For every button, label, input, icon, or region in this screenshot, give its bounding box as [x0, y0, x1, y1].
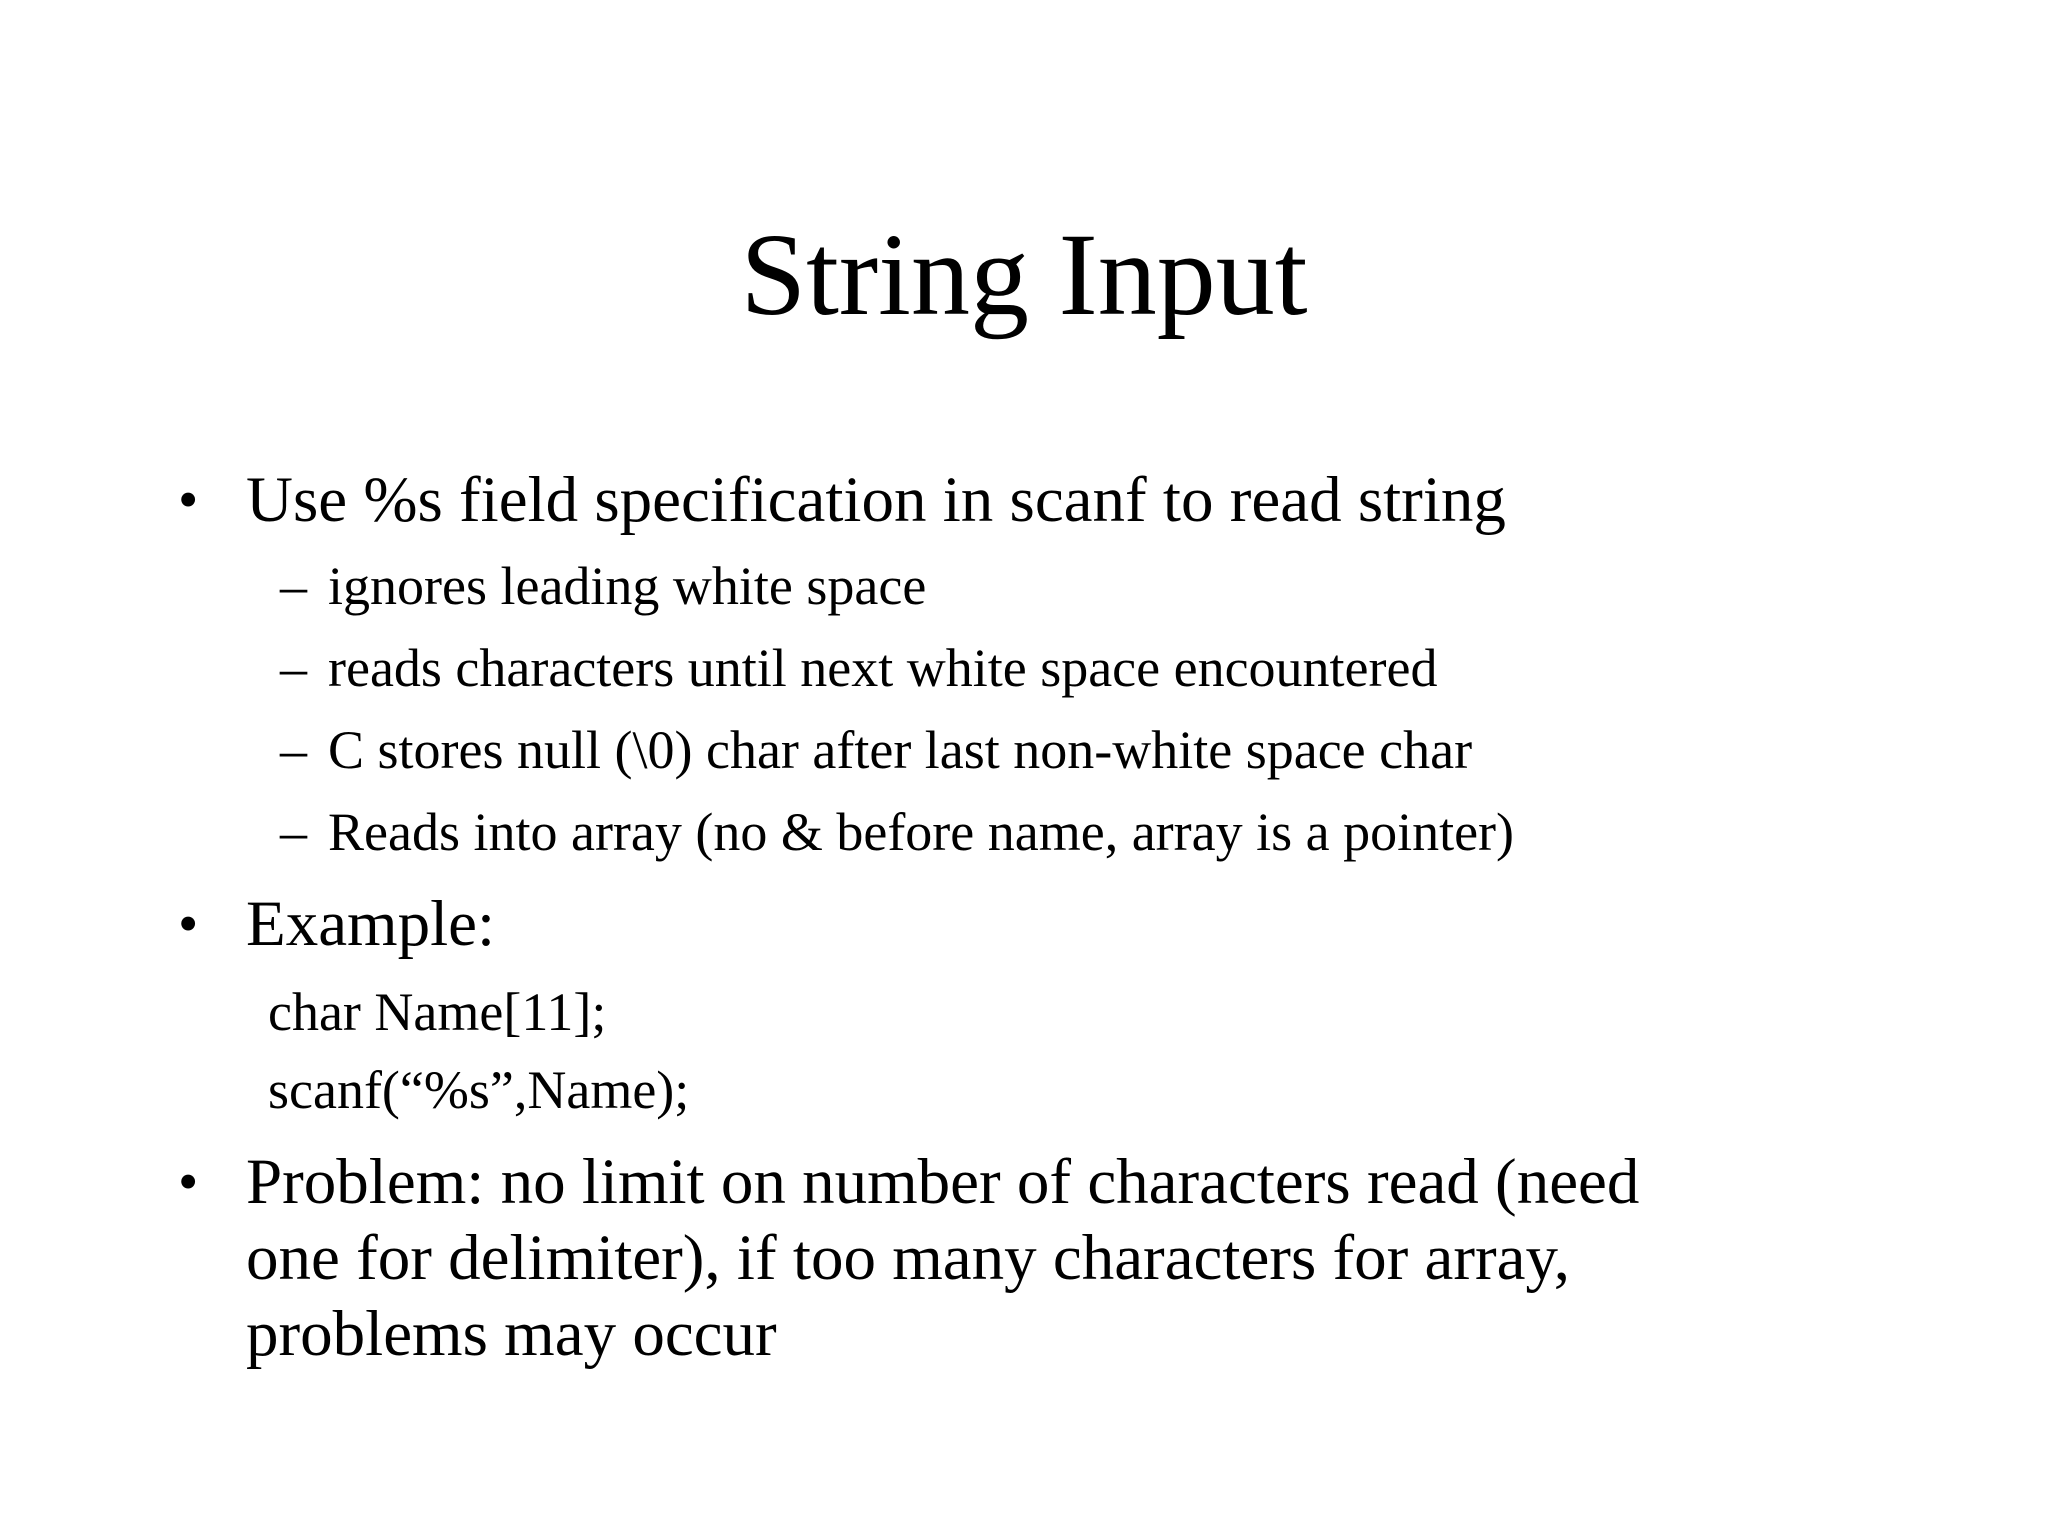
bullet-marker: • [178, 467, 199, 532]
bullet-text-problem-line-1: Problem: no limit on number of characters read (need [246, 1146, 1640, 1218]
bullet-text-problem-line-2: one for delimiter), if too many characters for array, [246, 1222, 1571, 1294]
bullet-marker: • [178, 891, 199, 956]
sub-bullet-marker: – [280, 802, 307, 862]
sub-bullet-text: C stores null (\0) char after last non-white space char [328, 720, 1473, 780]
sub-bullet-marker: – [280, 638, 307, 698]
bullet-text-scanf: Use %s field specification in scanf to read string [246, 464, 1506, 536]
sub-bullet-text: Reads into array (no & before name, array is a pointer) [328, 802, 1515, 862]
bullet-text-example: Example: [246, 888, 496, 960]
code-line: char Name[11]; [268, 982, 607, 1042]
sub-bullet-marker: – [280, 556, 307, 616]
slide-title: String Input [740, 209, 1308, 340]
sub-bullet-text: reads characters until next white space encountered [328, 638, 1438, 698]
sub-bullet-text: ignores leading white space [328, 556, 927, 616]
bullet-marker: • [178, 1149, 199, 1214]
bullet-text-problem-line-3: problems may occur [246, 1298, 777, 1370]
sub-bullet-marker: – [280, 720, 307, 780]
code-line: scanf(“%s”,Name); [268, 1060, 690, 1120]
